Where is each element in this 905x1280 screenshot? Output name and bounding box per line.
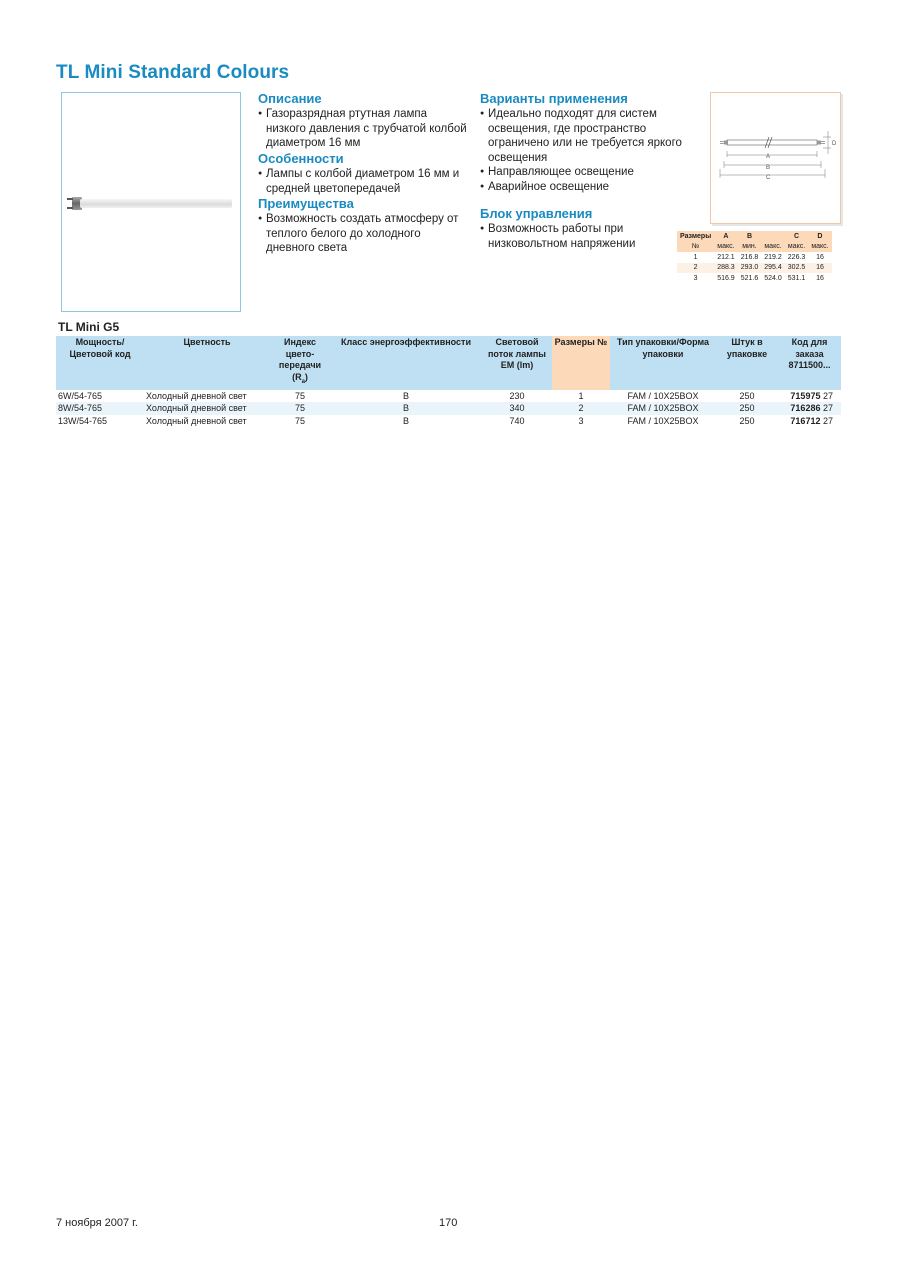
cell-power: 13W/54-765 <box>58 415 108 426</box>
applications-section <box>480 91 695 195</box>
order-code-main: 716712 <box>790 415 821 426</box>
control-gear-heading: Блок управления <box>480 206 593 221</box>
cell-flux: 740 <box>509 415 525 426</box>
dimension-drawing <box>711 93 840 223</box>
order-code-main: 716286 <box>790 403 821 414</box>
dim-label-d: D <box>832 141 837 147</box>
table-row <box>677 273 832 284</box>
dims-subheader-cell: макс. <box>761 242 785 253</box>
control-gear-list <box>480 222 670 251</box>
table-cell: 3 <box>693 274 698 282</box>
cell-order-code <box>778 390 841 403</box>
dims-subheader-cell: макс. <box>808 242 831 253</box>
list-item: ● Возможность создать атмосферу от теплого белого до холодного дневного света <box>258 212 468 256</box>
cell-power: 6W/54-765 <box>58 390 103 401</box>
cell-size: 2 <box>552 402 610 415</box>
table-cell: 226.3 <box>787 253 806 261</box>
list-item: ● Направляющее освещение <box>480 165 695 180</box>
cell-color: Холодный дневной свет <box>146 390 247 401</box>
table-cell: 302.5 <box>785 263 809 274</box>
cell-flux: 340 <box>482 402 552 415</box>
table-row <box>677 263 832 274</box>
table-cell: 16 <box>816 253 824 261</box>
benefits-section <box>258 196 468 256</box>
lamp-tube <box>80 199 232 208</box>
dims-header-cell: B <box>738 231 762 242</box>
features-list <box>258 167 468 196</box>
cell-color: Холодный дневной свет <box>144 402 270 415</box>
cell-cri: 75 <box>294 390 305 401</box>
header-cri-subscript: a <box>301 378 305 385</box>
table-row <box>56 415 841 428</box>
description-section <box>258 91 468 151</box>
lamp-pin <box>67 198 73 200</box>
cell-qty: 250 <box>739 390 755 401</box>
cell-energy: B <box>330 402 482 415</box>
header-qty: Штук в упаковке <box>716 336 778 390</box>
cell-size: 1 <box>578 390 584 401</box>
applications-list <box>480 107 695 195</box>
table-cell: 516.9 <box>717 274 735 282</box>
list-item: ● Идеально подходят для систем освещения, где пространство ограничено или не требуется яркого освещения <box>480 107 695 165</box>
order-code-main: 715975 <box>790 390 821 401</box>
cell-qty: 250 <box>739 415 755 426</box>
cell-pack: FAM / 10X25BOX <box>627 390 699 401</box>
cell-cri: 75 <box>294 415 305 426</box>
header-color: Цветность <box>144 336 270 390</box>
features-section <box>258 151 468 196</box>
table-cell: 293.0 <box>738 263 762 274</box>
dims-subheader-cell: № <box>677 242 714 253</box>
dim-label-c: C <box>766 175 771 181</box>
page-title: TL Mini Standard Colours <box>56 62 290 83</box>
dims-subheader-cell: макс. <box>785 242 809 253</box>
cell-pack: FAM / 10X25BOX <box>610 402 716 415</box>
cell-order-code <box>778 415 841 428</box>
dims-subheader-cell: макс. <box>714 242 738 253</box>
cell-size: 3 <box>578 415 584 426</box>
benefits-heading: Преимущества <box>258 196 354 211</box>
dims-subheader-row <box>677 242 832 253</box>
applications-heading: Варианты применения <box>480 91 628 106</box>
footer-date: 7 ноября 2007 г. <box>56 1217 138 1229</box>
table-cell: 288.3 <box>714 263 738 274</box>
table-row <box>677 252 832 263</box>
header-cri-close: ) <box>304 371 308 382</box>
header-pack: Тип упаковки/Форма упаковки <box>610 336 716 390</box>
dimension-diagram <box>710 92 841 224</box>
dims-header-cell <box>761 231 785 242</box>
description-heading: Описание <box>258 91 322 106</box>
benefits-list <box>258 212 468 256</box>
header-cri <box>270 336 330 390</box>
page-number: 170 <box>439 1217 458 1229</box>
header-size: Размеры № <box>552 336 610 390</box>
product-table-subtitle: TL Mini G5 <box>58 320 120 334</box>
cell-flux: 230 <box>509 390 525 401</box>
header-energy-class: Класс энергоэффективности <box>330 336 482 390</box>
cell-qty: 250 <box>716 402 778 415</box>
table-cell: 16 <box>816 274 824 282</box>
dims-header-row <box>677 231 832 242</box>
table-cell: 531.1 <box>787 274 806 282</box>
cell-pack: FAM / 10X25BOX <box>627 415 699 426</box>
dims-header-cell: C <box>785 231 809 242</box>
order-code-suffix: 27 <box>822 390 833 401</box>
table-cell: 524.0 <box>764 274 782 282</box>
table-row <box>56 402 841 415</box>
header-power: Мощность/ Цветовой код <box>56 336 144 390</box>
dim-label-a: A <box>766 154 771 160</box>
table-cell: 295.4 <box>761 263 785 274</box>
table-cell: 219.2 <box>764 253 782 261</box>
order-code-suffix: 27 <box>822 403 833 414</box>
cell-cri: 75 <box>270 402 330 415</box>
header-cri-symbol: (R <box>292 371 302 382</box>
table-cell: 2 <box>677 263 714 274</box>
dims-subheader-cell: мин. <box>738 242 762 253</box>
dims-header-cell: D <box>808 231 831 242</box>
table-cell: 212.1 <box>717 253 735 261</box>
features-heading: Особенности <box>258 151 344 166</box>
dimensions-table <box>677 231 832 284</box>
cell-color: Холодный дневной свет <box>146 415 247 426</box>
list-item: ● Аварийное освещение <box>480 180 695 195</box>
cell-power: 8W/54-765 <box>56 402 144 415</box>
dims-header-cell: A <box>714 231 738 242</box>
product-photo <box>61 92 241 312</box>
order-code-suffix: 27 <box>822 415 833 426</box>
cell-energy: B <box>402 390 409 401</box>
product-header-row <box>56 336 841 390</box>
dims-header-cell: Размеры <box>677 231 714 242</box>
table-cell: 16 <box>808 263 831 274</box>
list-item: ● Лампы с колбой диаметром 16 мм и средней цветопередачей <box>258 167 468 196</box>
header-luminous-flux: Световой поток лампы EM (lm) <box>482 336 552 390</box>
dim-label-b: B <box>766 165 771 171</box>
header-cri-text: Индекс цвето- передачи <box>278 337 322 370</box>
header-order-code: Код для заказа 8711500... <box>778 336 841 390</box>
cell-order-code <box>778 402 841 415</box>
table-cell: 521.6 <box>740 274 759 282</box>
list-item: ● Возможность работы при низковольтном напряжении <box>480 222 670 251</box>
product-table <box>56 336 841 427</box>
control-gear-section <box>480 206 670 251</box>
table-row <box>56 390 841 403</box>
description-list <box>258 107 468 151</box>
cell-energy: B <box>402 415 409 426</box>
table-cell: 1 <box>693 253 698 261</box>
lamp-pin <box>67 207 73 209</box>
table-cell: 216.8 <box>740 253 759 261</box>
list-item: ● Газоразрядная ртутная лампа низкого давления с трубчатой колбой диаметром 16 мм <box>258 107 468 151</box>
